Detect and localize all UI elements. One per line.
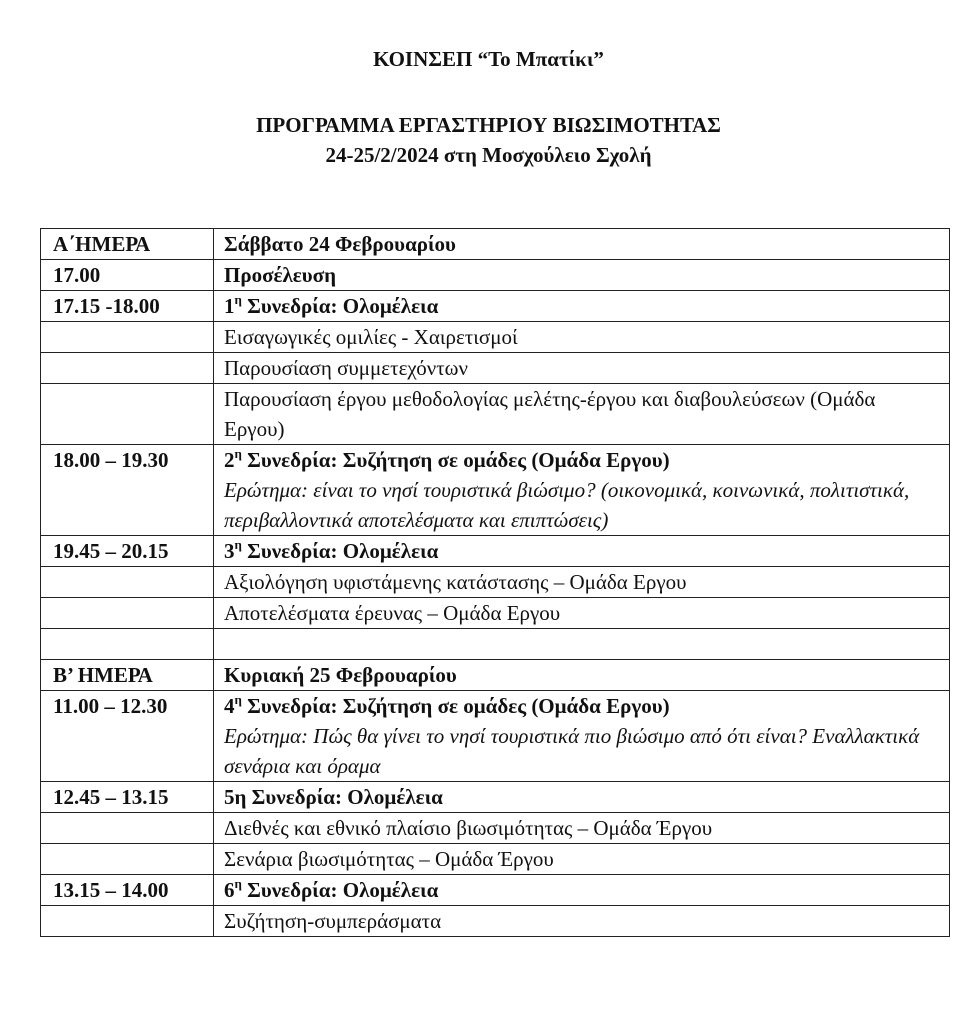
session-number: 2 <box>224 448 235 472</box>
day-label: Β’ ΗΜΕΡΑ <box>41 660 214 691</box>
session-title <box>214 291 950 322</box>
session-title <box>224 691 939 721</box>
session-title: Προσέλευση <box>214 260 950 291</box>
table-row <box>41 598 950 629</box>
table-row <box>41 291 950 322</box>
time-cell: 12.45 – 13.15 <box>41 782 214 813</box>
session-item: Εισαγωγικές ομιλίες - Χαιρετισμοί <box>214 322 950 353</box>
ordinal-suffix: η <box>234 876 242 891</box>
session-title-text: Συνεδρία: Ολομέλεια <box>241 294 439 318</box>
time-cell: 18.00 – 19.30 <box>41 445 214 536</box>
session-number: 6 <box>224 878 235 902</box>
schedule-table <box>40 228 950 937</box>
session-item: Σενάρια βιωσιμότητας – Ομάδα Έργου <box>214 844 950 875</box>
session-cell <box>214 691 950 782</box>
session-title <box>224 445 939 475</box>
time-cell-empty <box>41 353 214 384</box>
ordinal-suffix: η <box>234 537 242 552</box>
time-cell-empty <box>41 384 214 445</box>
table-row <box>41 660 950 691</box>
ordinal-suffix: η <box>234 692 242 707</box>
session-item: Συζήτηση-συμπεράσματα <box>214 906 950 937</box>
table-row <box>41 384 950 445</box>
table-row <box>41 567 950 598</box>
time-cell-empty <box>41 567 214 598</box>
day-label: Α΄ΗΜΕΡΑ <box>41 229 214 260</box>
table-row-spacer <box>41 629 950 660</box>
session-item: Παρουσίαση συμμετεχόντων <box>214 353 950 384</box>
table-row <box>41 813 950 844</box>
table-row <box>41 875 950 906</box>
spacer-cell <box>41 629 214 660</box>
day-date: Κυριακή 25 Φεβρουαρίου <box>214 660 950 691</box>
session-question: Ερώτημα: είναι το νησί τουριστικά βιώσιμο? (οικονομικά, κοινωνικά, πολιτιστικά, περιβαλλοντικά αποτελέσματα και επιπτώσεις) <box>224 478 910 532</box>
ordinal-suffix: η <box>234 292 242 307</box>
session-item: Αποτελέσματα έρευνας – Ομάδα Εργου <box>214 598 950 629</box>
session-title: 5η Συνεδρία: Ολομέλεια <box>214 782 950 813</box>
program-date-place: 24-25/2/2024 στη Μοσχούλειο Σχολή <box>325 143 652 167</box>
program-title: ΠΡΟΓΡΑΜΜΑ ΕΡΓΑΣΤΗΡΙΟΥ ΒΙΩΣΙΜΟΤΗΤΑΣ <box>256 113 721 137</box>
spacer-cell <box>214 629 950 660</box>
time-cell-empty <box>41 844 214 875</box>
table-row <box>41 691 950 782</box>
time-cell-empty <box>41 906 214 937</box>
time-cell-empty <box>41 598 214 629</box>
table-row <box>41 844 950 875</box>
time-cell: 19.45 – 20.15 <box>41 536 214 567</box>
time-cell: 11.00 – 12.30 <box>41 691 214 782</box>
session-title-text: Συνεδρία: Συζήτηση σε ομάδες (Ομάδα Εργου) <box>241 694 670 718</box>
day-date: Σάββατο 24 Φεβρουαρίου <box>214 229 950 260</box>
session-item: Διεθνές και εθνικό πλαίσιο βιωσιμότητας – Ομάδα Έργου <box>214 813 950 844</box>
session-number: 4 <box>224 694 235 718</box>
session-title <box>214 875 950 906</box>
table-row <box>41 906 950 937</box>
session-item: Παρουσίαση έργου μεθοδολογίας μελέτης-έργου και διαβουλεύσεων (Ομάδα Εργου) <box>214 384 950 445</box>
time-cell: 17.00 <box>41 260 214 291</box>
session-title-text: Συνεδρία: Ολομέλεια <box>241 539 439 563</box>
ordinal-suffix: η <box>234 446 242 461</box>
session-cell <box>214 445 950 536</box>
table-row <box>41 445 950 536</box>
time-cell-empty <box>41 813 214 844</box>
table-row <box>41 229 950 260</box>
table-row <box>41 322 950 353</box>
time-cell: 17.15 -18.00 <box>41 291 214 322</box>
session-item: Αξιολόγηση υφιστάμενης κατάστασης – Ομάδα Εργου <box>214 567 950 598</box>
table-row <box>41 536 950 567</box>
session-title <box>214 536 950 567</box>
table-row <box>41 260 950 291</box>
time-cell-empty <box>41 322 214 353</box>
time-cell: 13.15 – 14.00 <box>41 875 214 906</box>
table-row <box>41 353 950 384</box>
session-title-text: Συνεδρία: Συζήτηση σε ομάδες (Ομάδα Εργου) <box>241 448 670 472</box>
session-title-text: Συνεδρία: Ολομέλεια <box>241 878 439 902</box>
table-row <box>41 782 950 813</box>
organization-title: ΚΟΙΝΣΕΠ “Το Μπατίκι” <box>373 47 604 71</box>
session-question: Ερώτημα: Πώς θα γίνει το νησί τουριστικά πιο βιώσιμο από ότι είναι? Εναλλακτικά σενάρια και όραμα <box>224 724 920 778</box>
program-header <box>0 110 977 170</box>
session-number: 3 <box>224 539 235 563</box>
session-number: 1 <box>224 294 235 318</box>
